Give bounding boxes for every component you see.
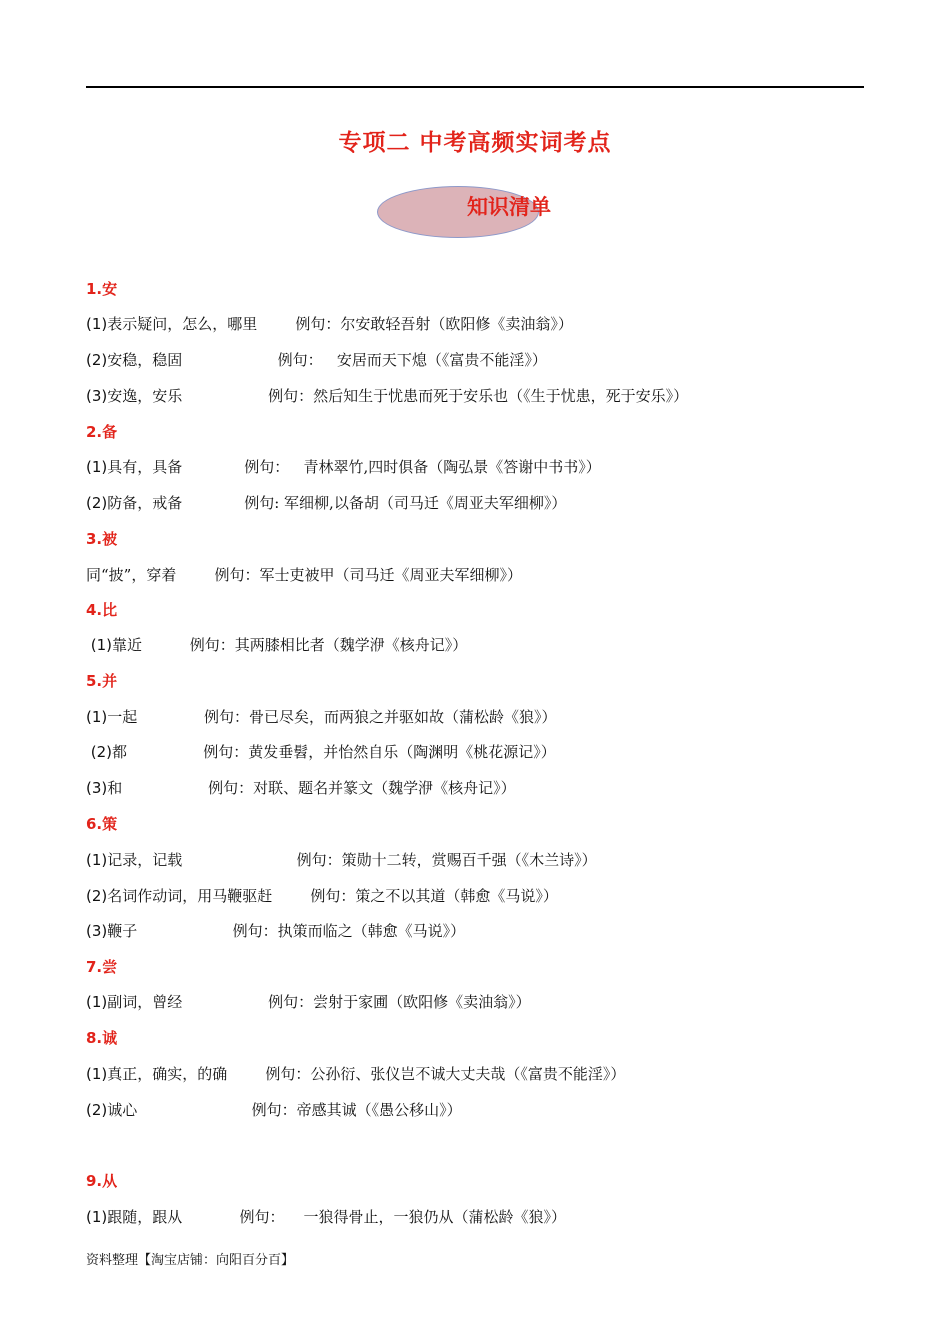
entry-text: 鞭子 例句：执策而临之（韩愈《马说》）	[107, 922, 466, 940]
entry-line	[86, 314, 573, 334]
entry-line	[86, 921, 465, 941]
entry-text: 防备，戒备 例句: 军细柳,以备胡（司马迁《周亚夫军细柳》）	[107, 494, 567, 512]
entry-heading: 3.被	[86, 530, 118, 548]
section-badge	[377, 186, 551, 238]
footer-note: 资料整理【淘宝店铺：向阳百分百】	[86, 1253, 295, 1268]
entry-number: (2)	[86, 743, 113, 761]
entry-line	[86, 635, 467, 655]
entry-text: 诚心 例句：帝感其诚（《愚公移山》）	[107, 1101, 462, 1119]
entry-heading: 2.备	[86, 423, 118, 441]
entry-text: 记录，记载 例句：策勋十二转，赏赐百千强（《木兰诗》）	[107, 851, 597, 869]
entry-heading: 6.策	[86, 815, 118, 833]
entry-number: (3)	[86, 779, 108, 797]
entry-line	[86, 1207, 566, 1227]
entry-text: 表示疑问，怎么，哪里 例句：尔安敢轻吾射（欧阳修《卖油翁》）	[107, 315, 573, 333]
entry-text: 名词作动词，用马鞭驱赶 例句：策之不以其道（韩愈《马说》）	[107, 887, 558, 905]
entry-line	[86, 1100, 462, 1120]
entry-number: (1)	[86, 708, 108, 726]
entry-line	[86, 457, 601, 477]
entry-number: (3)	[86, 387, 108, 405]
entry-text: 具有，具备 例句： 青林翠竹,四时俱备（陶弘景《答谢中书书》）	[107, 458, 601, 476]
entry-number: (3)	[86, 922, 108, 940]
entry-number: (1)	[86, 315, 108, 333]
entry-number: (2)	[86, 1101, 108, 1119]
entry-text: 同“披”，穿着 例句：军士吏被甲（司马迁《周亚夫军细柳》）	[86, 566, 522, 584]
entry-line	[86, 493, 566, 513]
entry-heading: 8.诚	[86, 1029, 118, 1047]
entry-heading: 7.尝	[86, 958, 118, 976]
entry-number: (2)	[86, 887, 108, 905]
badge-label: 知识清单	[467, 194, 551, 219]
entry-line	[86, 1064, 625, 1084]
entry-text: 和 例句：对联、题名并篆文（魏学洢《核舟记》）	[107, 779, 516, 797]
entry-line	[86, 742, 556, 762]
page-title: 专项二 中考高频实词考点	[338, 129, 612, 156]
entry-heading: 9.从	[86, 1172, 118, 1190]
entry-text: 安逸，安乐 例句：然后知生于忧患而死于安乐也（《生于忧患，死于安乐》）	[107, 387, 689, 405]
entry-line	[86, 886, 558, 906]
entry-text: 都 例句：黄发垂髫，并怡然自乐（陶渊明《桃花源记》）	[112, 743, 556, 761]
entry-heading: 5.并	[86, 672, 118, 690]
entry-text: 一起 例句：骨已尽矣，而两狼之并驱如故（蒲松龄《狼》）	[107, 708, 557, 726]
entry-number: (2)	[86, 494, 108, 512]
entry-line	[86, 707, 557, 727]
entry-line	[86, 350, 547, 370]
entry-heading: 4.比	[86, 601, 118, 619]
entry-line	[86, 778, 516, 798]
entry-number: (2)	[86, 351, 108, 369]
entry-text: 安稳，稳固 例句： 安居而天下熄（《富贵不能淫》）	[107, 351, 547, 369]
entry-number: (1)	[86, 458, 108, 476]
entry-line	[86, 386, 688, 406]
entry-number: (1)	[86, 993, 108, 1011]
entry-heading: 1.安	[86, 280, 118, 298]
entry-number: (1)	[86, 1208, 108, 1226]
entry-number: (1)	[86, 851, 108, 869]
entry-line	[86, 565, 522, 585]
entry-text: 靠近 例句：其两膝相比者（魏学洢《核舟记》）	[112, 636, 468, 654]
entry-number: (1)	[86, 636, 113, 654]
entry-text: 真正，确实，的确 例句：公孙衍、张仪岂不诚大丈夫哉（《富贵不能淫》）	[107, 1065, 626, 1083]
entry-text: 跟随，跟从 例句： 一狼得骨止，一狼仍从（蒲松龄《狼》）	[107, 1208, 567, 1226]
entry-line	[86, 992, 531, 1012]
header-rule	[86, 86, 864, 88]
entry-text: 副词，曾经 例句：尝射于家圃（欧阳修《卖油翁》）	[107, 993, 531, 1011]
entry-line	[86, 850, 597, 870]
entry-number: (1)	[86, 1065, 108, 1083]
